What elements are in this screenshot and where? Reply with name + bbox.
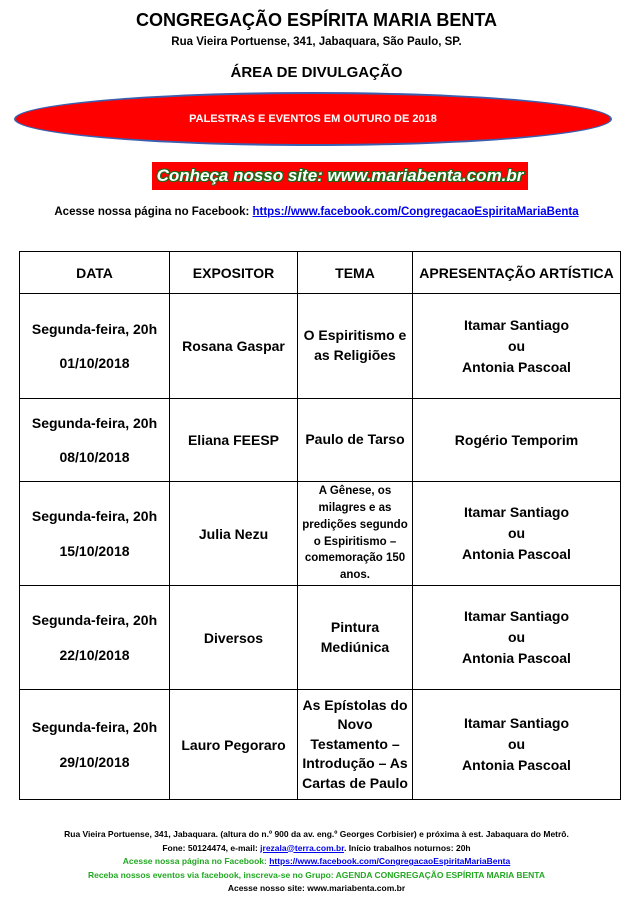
row-artistic: [413, 294, 621, 399]
footer-email-link[interactable]: jrezala@terra.com.br: [260, 842, 345, 853]
website-text: Conheça nosso site: www.mariabenta.com.br: [156, 166, 524, 185]
row-artistic: [413, 690, 621, 800]
footer-contact: [0, 842, 633, 856]
row-day: Segunda-feira, 20h: [31, 414, 158, 431]
row-theme: O Espiritismo e as Religiões: [298, 294, 413, 399]
row-theme: As Epístolas do Novo Testamento – Introdução – As Cartas de Paulo: [298, 690, 413, 800]
header-theme: TEMA: [298, 252, 413, 294]
artistic-name-1: Itamar Santiago: [463, 316, 570, 333]
header-date: DATA: [20, 252, 170, 294]
table-row: [20, 482, 621, 586]
artistic-name-2: Antonia Pascoal: [462, 358, 571, 375]
header-artistic: APRESENTAÇÃO ARTÍSTICA: [413, 252, 621, 294]
row-date-value: 29/10/2018: [59, 753, 130, 770]
row-speaker: Rosana Gaspar: [170, 294, 298, 399]
table-header-row: [20, 252, 621, 294]
footer-fb-prefix: Acesse nossa página no Facebook:: [122, 856, 270, 866]
row-date-value: 01/10/2018: [59, 355, 130, 371]
footer-phone-suffix: . Início trabalhos noturnos: 20h: [344, 842, 471, 853]
footer: [0, 828, 633, 896]
artistic-or: ou: [507, 629, 526, 645]
table-row: [20, 294, 621, 399]
events-table: [19, 251, 621, 800]
org-title: CONGREGAÇÃO ESPÍRITA MARIA BENTA: [135, 10, 497, 30]
artistic-name-2: Antonia Pascoal: [462, 546, 571, 562]
events-banner-text: PALESTRAS E EVENTOS EM OUTURO DE 2018: [189, 113, 437, 125]
row-date-value: 15/10/2018: [59, 542, 130, 559]
artistic-name-1: Itamar Santiago: [463, 504, 570, 520]
row-day: Segunda-feira, 20h: [31, 508, 158, 525]
artistic-name-1: Itamar Santiago: [463, 608, 570, 624]
row-date: [20, 294, 170, 399]
website-box: [152, 162, 528, 190]
footer-site: Acesse nosso site: www.mariabenta.com.br: [227, 883, 406, 893]
row-speaker: Diversos: [170, 586, 298, 690]
row-day: Segunda-feira, 20h: [31, 320, 158, 337]
row-theme: Pintura Mediúnica: [298, 586, 413, 690]
footer-address: Rua Vieira Portuense, 341, Jabaquara. (altura do n.º 900 da av. eng.º Georges Corbisier) e próxima à est. Jabaquara do Metrô.: [64, 829, 569, 839]
footer-phone: Fone: 50124474, e-mail:: [162, 842, 261, 853]
row-artistic: [413, 586, 621, 690]
row-artistic: [413, 399, 621, 482]
row-date-value: 08/10/2018: [59, 449, 130, 465]
row-date: [20, 690, 170, 800]
row-day: Segunda-feira, 20h: [31, 719, 158, 736]
row-speaker: Eliana FEESP: [170, 399, 298, 482]
row-speaker: Lauro Pegoraro: [170, 690, 298, 800]
artistic-or: ou: [507, 525, 526, 541]
artistic-or: ou: [507, 337, 526, 354]
footer-facebook: [0, 855, 633, 869]
facebook-link[interactable]: https://www.facebook.com/CongregacaoEspiritaMariaBenta: [252, 206, 579, 218]
table-row: [20, 399, 621, 482]
row-date: [20, 586, 170, 690]
facebook-prefix: Acesse nossa página no Facebook:: [54, 206, 253, 218]
area-title: ÁREA DE DIVULGAÇÃO: [230, 64, 403, 81]
table-row: [20, 586, 621, 690]
artistic-name-2: Antonia Pascoal: [462, 650, 571, 666]
facebook-line: [0, 206, 633, 218]
org-address: Rua Vieira Portuense, 341, Jabaquara, São Paulo, SP.: [171, 36, 462, 48]
row-date: [20, 399, 170, 482]
header-speaker: EXPOSITOR: [170, 252, 298, 294]
artistic-or: ou: [507, 736, 526, 752]
table-row: [20, 690, 621, 800]
footer-fb-link[interactable]: https://www.facebook.com/CongregacaoEspiritaMariaBenta: [269, 856, 511, 866]
row-artistic: [413, 482, 621, 586]
artistic-name-1: Rogério Temporim: [454, 431, 579, 448]
artistic-name-2: Antonia Pascoal: [462, 757, 571, 773]
footer-group: Receba nossos eventos via facebook, inscreva-se no Grupo: AGENDA CONGREGAÇÃO ESPÍRITA MARIA BENTA: [87, 869, 546, 880]
row-day: Segunda-feira, 20h: [31, 612, 158, 629]
events-banner: [14, 92, 612, 146]
row-date-value: 22/10/2018: [59, 646, 130, 663]
row-date: [20, 482, 170, 586]
artistic-name-1: Itamar Santiago: [463, 715, 570, 731]
row-theme: A Gênese, os milagres e as predições segundo o Espiritismo – comemoração 150 anos.: [298, 482, 413, 586]
row-speaker: Julia Nezu: [170, 482, 298, 586]
row-theme: Paulo de Tarso: [298, 399, 413, 482]
